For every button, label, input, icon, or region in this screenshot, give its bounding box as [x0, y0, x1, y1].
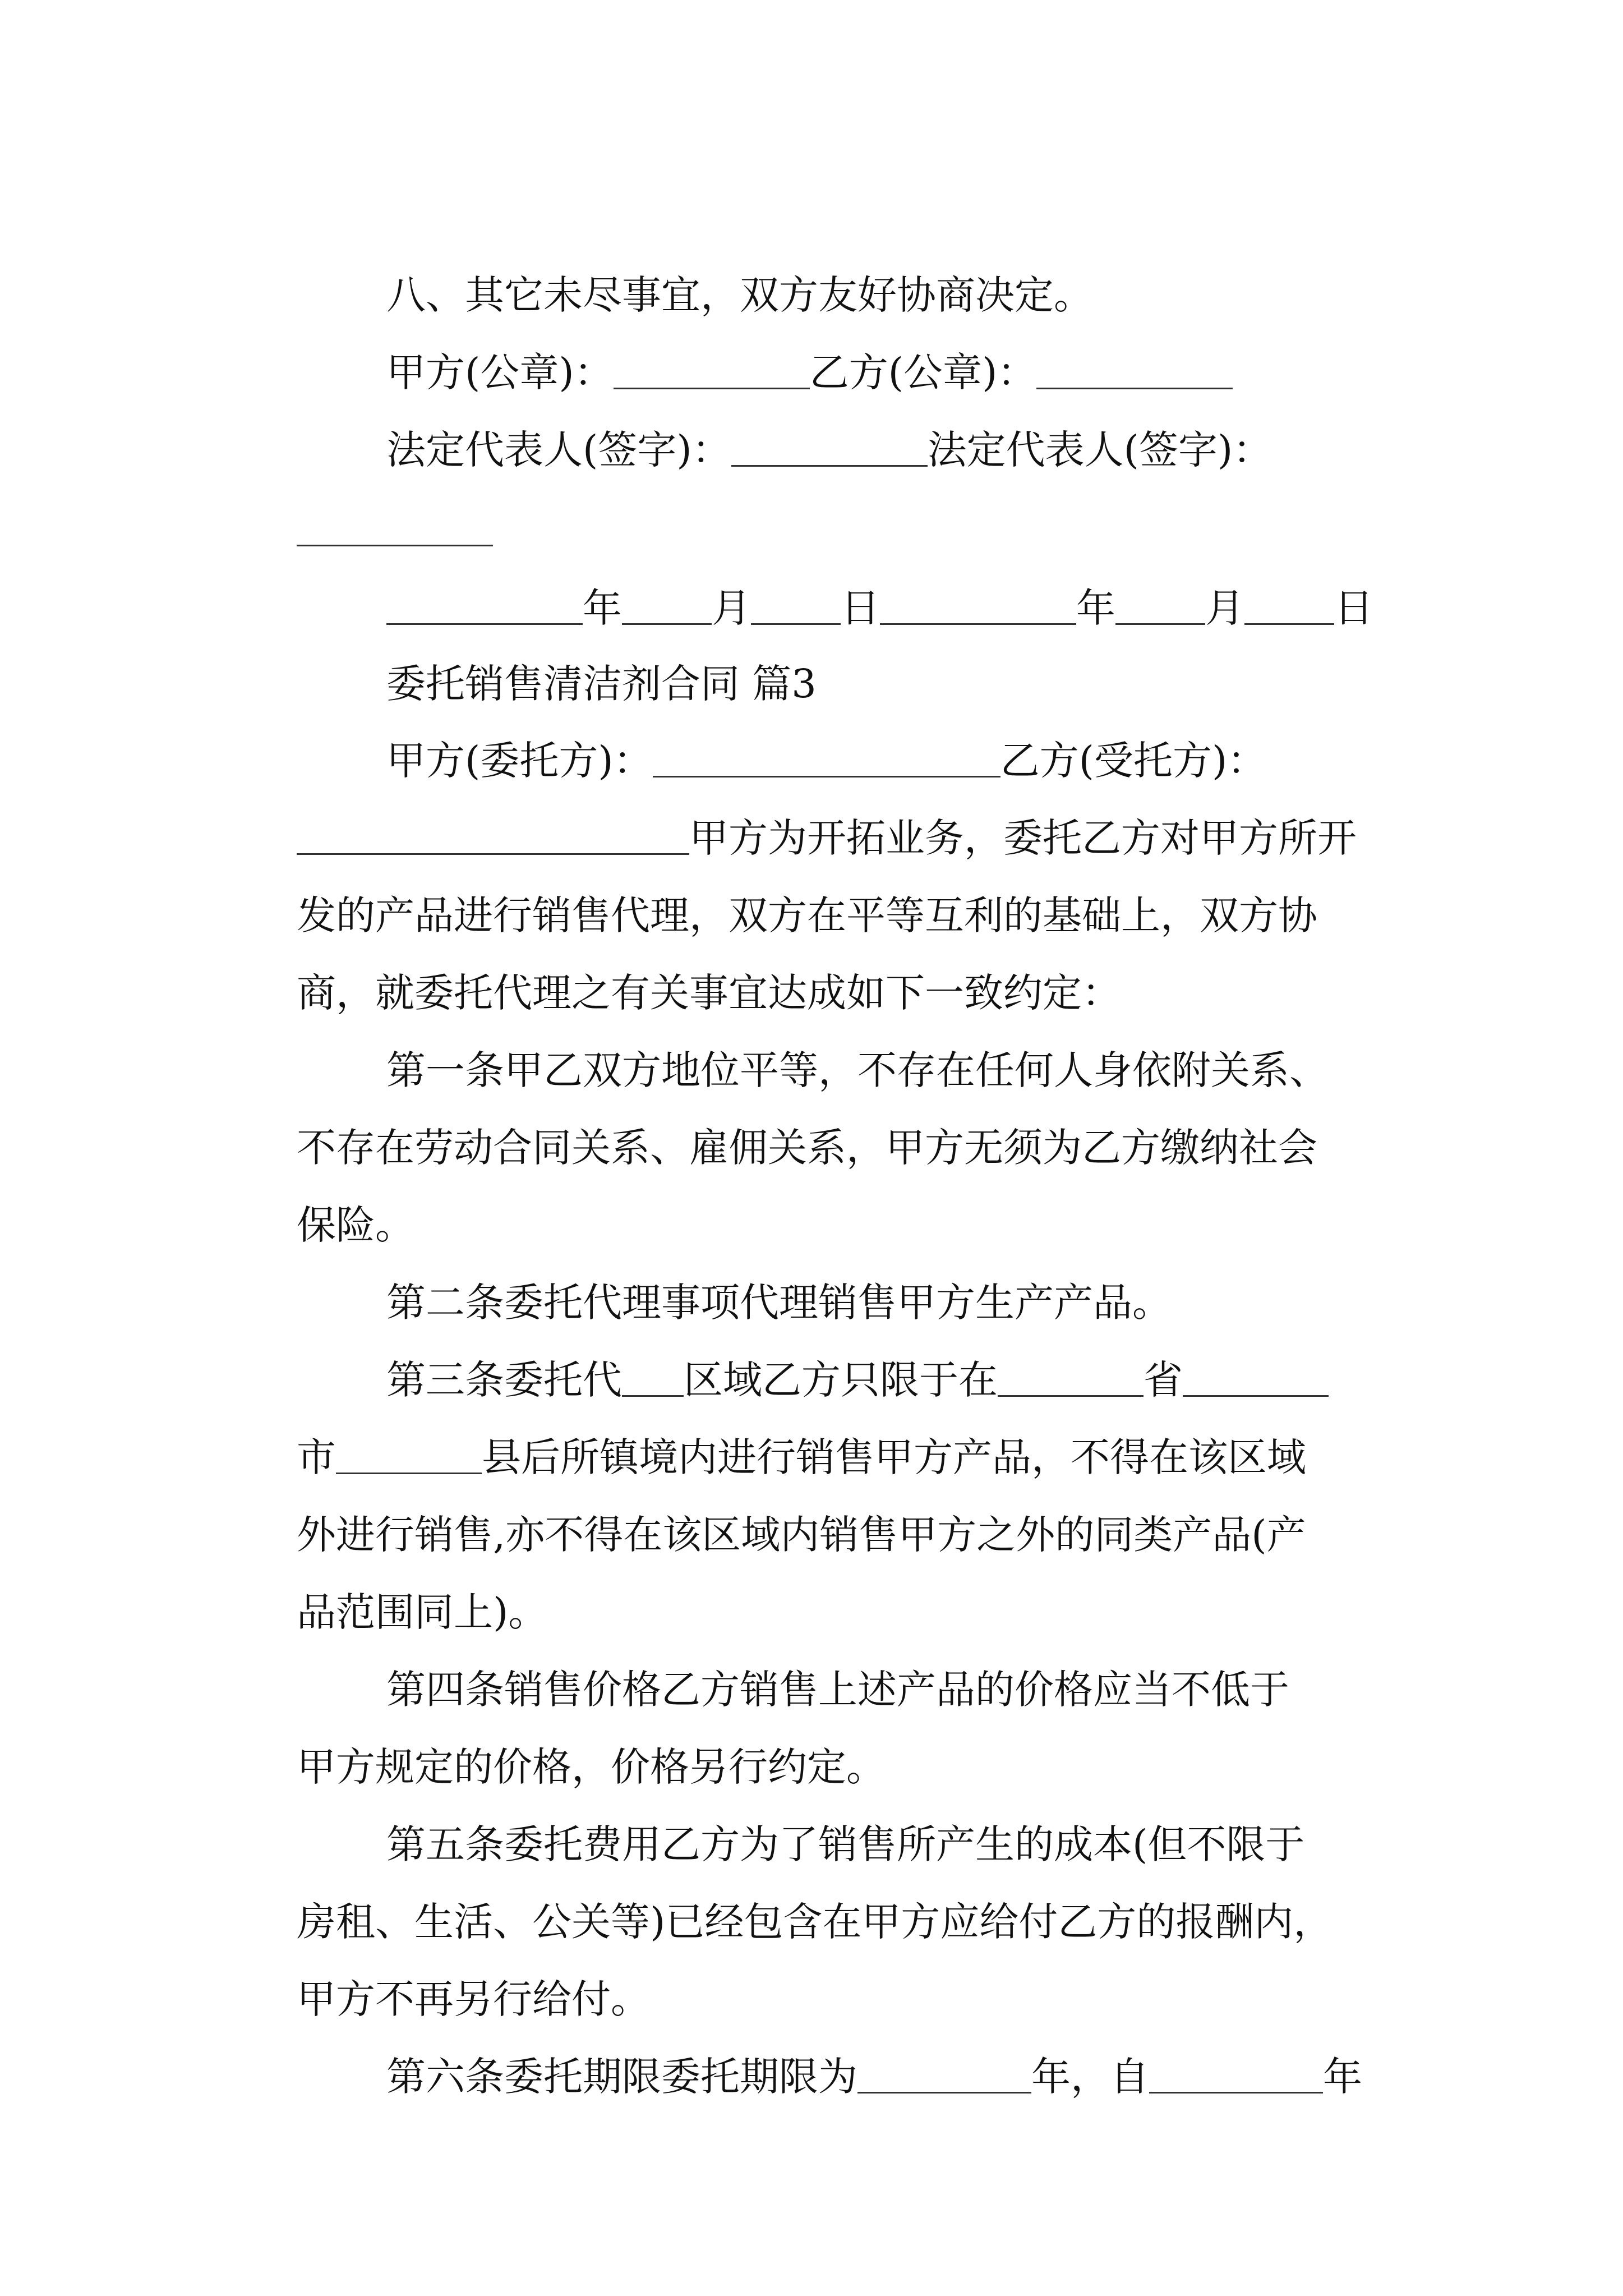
article-1-text-2: 不存在劳动合同关系、雇佣关系，甲方无须为乙方缴纳社会 [297, 1125, 1318, 1171]
month-label-a: 月 [712, 585, 751, 631]
article-3-text-a: 第三条委托代 [386, 1357, 623, 1403]
city-label: 市 [297, 1434, 336, 1480]
article-6-line [336, 1996, 1362, 2157]
province-label: 省 [1144, 1357, 1183, 1403]
principal-label: 甲方(委托方)： [386, 738, 653, 784]
article-3-text-d: 外进行销售,亦不得在该区域内销售甲方之外的同类产品(产 [297, 1512, 1306, 1558]
agent-label: 乙方(受托方)： [1000, 738, 1267, 784]
article-4-text-1: 第四条销售价格乙方销售上述产品的价格应当不低于 [386, 1667, 1290, 1713]
article-6-text-b: 年，自 [1031, 2054, 1150, 2100]
term-years-blank[interactable] [857, 2053, 1031, 2093]
party-b-year-blank[interactable] [880, 584, 1076, 625]
start-year-blank[interactable] [1149, 2053, 1323, 2093]
preamble-text-2: 发的产品进行销售代理，双方在平等互利的基础上，双方协 [297, 892, 1318, 938]
article-4-text-2: 甲方规定的价格，价格另行约定。 [297, 1744, 886, 1790]
article-5-text-1: 第五条委托费用乙方为了销售所产生的成本(但不限于 [386, 1821, 1305, 1867]
preamble-text-3: 商，就委托代理之有关事宜达成如下一致约定： [297, 970, 1122, 1016]
article-3-text-b: 区域乙方只限于在 [684, 1357, 998, 1403]
party-a-seal-label: 甲方(公章)： [386, 349, 614, 395]
month-label-b: 月 [1205, 585, 1245, 631]
article-5-text-3: 甲方不再另行给付。 [297, 1976, 651, 2022]
party-b-day-blank[interactable] [1244, 584, 1334, 625]
party-b-seal-label: 乙方(公章)： [809, 349, 1037, 395]
contract-title: 委托销售清洁剂合同 篇3 [386, 661, 817, 707]
party-b-representative-label: 法定代表人(签字)： [927, 427, 1272, 473]
article-1-text-3: 保险。 [297, 1202, 415, 1248]
party-a-representative-label: 法定代表人(签字)： [386, 427, 731, 473]
article-2-text: 第二条委托代理事项代理销售甲方生产产品。 [386, 1280, 1172, 1326]
year-label-a: 年 [583, 585, 623, 631]
year-label-b: 年 [1076, 585, 1116, 631]
article-3-text-e: 品范围同上)。 [297, 1589, 548, 1635]
day-label-a: 日 [841, 585, 880, 631]
day-label-b: 日 [1334, 585, 1374, 631]
party-a-representative-blank[interactable] [731, 426, 928, 467]
article-6-text-c: 年 [1323, 2054, 1363, 2100]
party-b-month-blank[interactable] [1115, 584, 1205, 625]
clause-8-text: 八、其它未尽事宜，双方友好协商决定。 [386, 272, 1094, 318]
article-3-text-c: 县后所镇境内进行销售甲方产品，不得在该区域 [482, 1434, 1307, 1480]
preamble-text-1: 甲方为开拓业务，委托乙方对甲方所开 [689, 815, 1357, 861]
article-1-text-1: 第一条甲乙双方地位平等，不存在任何人身依附关系、 [386, 1047, 1329, 1093]
article-6-text-a: 第六条委托期限委托期限为 [386, 2054, 858, 2100]
article-5-text-2: 房租、生活、公关等)已经包含在甲方应给付乙方的报酬内， [297, 1899, 1333, 1945]
